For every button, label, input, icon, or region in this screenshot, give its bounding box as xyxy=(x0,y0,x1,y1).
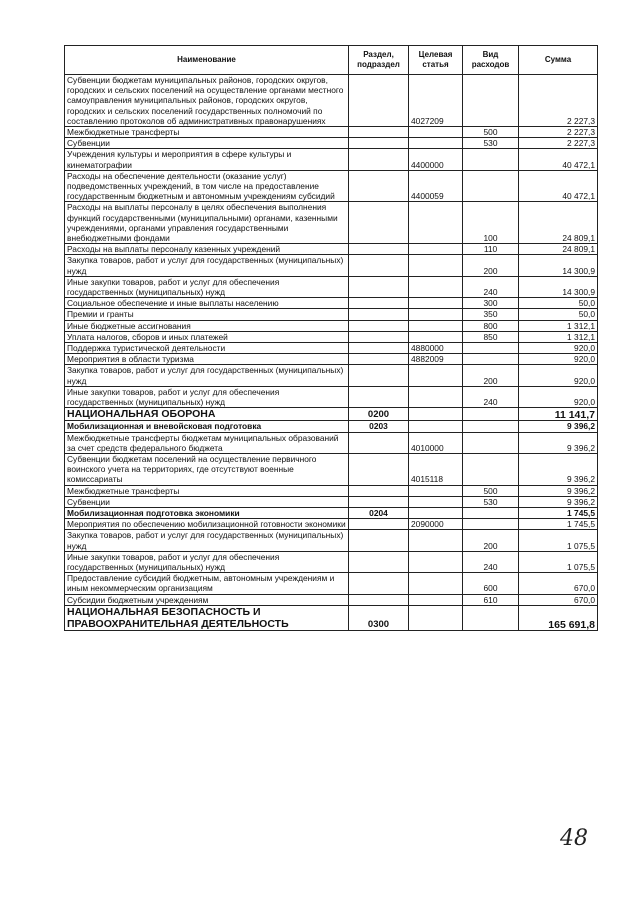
cell-kind: 240 xyxy=(463,276,519,297)
table-row xyxy=(65,343,598,354)
cell-target xyxy=(409,530,463,551)
table-row xyxy=(65,507,598,518)
table-header-row xyxy=(65,46,598,75)
cell-name: НАЦИОНАЛЬНАЯ ОБОРОНА xyxy=(65,408,349,421)
cell-sum: 920,0 xyxy=(519,354,598,365)
table-body xyxy=(65,75,598,631)
header-target: Целевая статья xyxy=(409,46,463,75)
cell-name: Премии и гранты xyxy=(65,309,349,320)
table-row xyxy=(65,320,598,331)
cell-target xyxy=(409,507,463,518)
cell-kind xyxy=(463,149,519,170)
cell-sum: 50,0 xyxy=(519,298,598,309)
cell-name: Субвенции xyxy=(65,138,349,149)
header-section: Раздел, подраздел xyxy=(349,46,409,75)
cell-target xyxy=(409,320,463,331)
cell-kind: 500 xyxy=(463,485,519,496)
cell-kind xyxy=(463,519,519,530)
cell-name: Закупка товаров, работ и услуг для государственных (муниципальных) нужд xyxy=(65,255,349,276)
cell-sum: 24 809,1 xyxy=(519,202,598,244)
cell-section xyxy=(349,485,409,496)
cell-section xyxy=(349,343,409,354)
cell-kind xyxy=(463,421,519,432)
cell-sum: 165 691,8 xyxy=(519,605,598,630)
cell-section xyxy=(349,309,409,320)
cell-sum: 1 312,1 xyxy=(519,331,598,342)
cell-target xyxy=(409,331,463,342)
header-kind: Вид расходов xyxy=(463,46,519,75)
cell-section xyxy=(349,530,409,551)
cell-sum: 1 745,5 xyxy=(519,519,598,530)
cell-section xyxy=(349,138,409,149)
cell-name: Мобилизационная подготовка экономики xyxy=(65,507,349,518)
cell-sum: 1 075,5 xyxy=(519,551,598,572)
cell-sum: 40 472,1 xyxy=(519,149,598,170)
cell-name: Мероприятия по обеспечению мобилизационной готовности экономики xyxy=(65,519,349,530)
cell-sum: 9 396,2 xyxy=(519,432,598,453)
cell-section xyxy=(349,386,409,407)
table-row xyxy=(65,75,598,127)
cell-kind: 200 xyxy=(463,530,519,551)
cell-section xyxy=(349,551,409,572)
cell-section xyxy=(349,255,409,276)
table-row xyxy=(65,408,598,421)
cell-name: Расходы на обеспечение деятельности (оказание услуг) подведомственных учреждений, в том числе на предоставление государственным бюджетным и автономным учреждениям субсидий xyxy=(65,170,349,202)
table-row xyxy=(65,354,598,365)
cell-target xyxy=(409,496,463,507)
cell-kind xyxy=(463,432,519,453)
cell-sum: 50,0 xyxy=(519,309,598,320)
cell-sum: 40 472,1 xyxy=(519,170,598,202)
cell-name: Субвенции бюджетам поселений на осуществление первичного воинского учета на территориях, где отсутствуют военные комиссариаты xyxy=(65,453,349,485)
cell-name: Межбюджетные трансферты бюджетам муниципальных образований за счет средств федерального бюджета xyxy=(65,432,349,453)
cell-kind: 200 xyxy=(463,255,519,276)
cell-kind: 530 xyxy=(463,138,519,149)
cell-sum: 9 396,2 xyxy=(519,496,598,507)
cell-section xyxy=(349,202,409,244)
cell-sum: 9 396,2 xyxy=(519,485,598,496)
cell-target: 4027209 xyxy=(409,75,463,127)
cell-kind: 100 xyxy=(463,202,519,244)
cell-kind xyxy=(463,170,519,202)
cell-sum: 1 075,5 xyxy=(519,530,598,551)
cell-name: Межбюджетные трансферты xyxy=(65,485,349,496)
table-row xyxy=(65,432,598,453)
cell-section xyxy=(349,320,409,331)
cell-target: 4882009 xyxy=(409,354,463,365)
table-row xyxy=(65,594,598,605)
table-row xyxy=(65,276,598,297)
cell-sum: 920,0 xyxy=(519,386,598,407)
table-row xyxy=(65,331,598,342)
table-row xyxy=(65,573,598,594)
cell-sum: 2 227,3 xyxy=(519,75,598,127)
table-row xyxy=(65,386,598,407)
cell-name: Мобилизационная и вневойсковая подготовка xyxy=(65,421,349,432)
cell-name: Иные закупки товаров, работ и услуг для обеспечения государственных (муниципальных) нужд xyxy=(65,551,349,572)
cell-sum: 14 300,9 xyxy=(519,276,598,297)
cell-kind xyxy=(463,343,519,354)
cell-sum: 9 396,2 xyxy=(519,421,598,432)
cell-section xyxy=(349,127,409,138)
cell-kind: 850 xyxy=(463,331,519,342)
cell-name: Субсидии бюджетным учреждениям xyxy=(65,594,349,605)
cell-section xyxy=(349,354,409,365)
cell-target xyxy=(409,573,463,594)
cell-name: Расходы на выплаты персоналу казенных учреждений xyxy=(65,244,349,255)
cell-name: Субвенции бюджетам муниципальных районов, городских округов, городских и сельских поселений на осуществление органами местного самоуправления муниципальных районов, городских округов, городских и сельских поселений государственных полномочий по составлению протоколов об административных правонарушениях xyxy=(65,75,349,127)
budget-table xyxy=(64,45,598,631)
cell-name: Поддержка туристической деятельности xyxy=(65,343,349,354)
table-row xyxy=(65,202,598,244)
cell-section: 0204 xyxy=(349,507,409,518)
cell-section: 0200 xyxy=(349,408,409,421)
cell-kind: 800 xyxy=(463,320,519,331)
cell-section xyxy=(349,331,409,342)
table-row xyxy=(65,519,598,530)
table-row xyxy=(65,255,598,276)
cell-target: 4400059 xyxy=(409,170,463,202)
cell-kind: 240 xyxy=(463,551,519,572)
cell-sum: 920,0 xyxy=(519,343,598,354)
cell-section xyxy=(349,149,409,170)
cell-target xyxy=(409,365,463,386)
cell-kind: 200 xyxy=(463,365,519,386)
table-row xyxy=(65,127,598,138)
cell-kind xyxy=(463,507,519,518)
cell-target xyxy=(409,276,463,297)
cell-sum: 9 396,2 xyxy=(519,453,598,485)
cell-sum: 11 141,7 xyxy=(519,408,598,421)
cell-kind: 110 xyxy=(463,244,519,255)
table-row xyxy=(65,170,598,202)
header-name: Наименование xyxy=(65,46,349,75)
cell-sum: 24 809,1 xyxy=(519,244,598,255)
cell-target xyxy=(409,255,463,276)
cell-section xyxy=(349,496,409,507)
cell-sum: 2 227,3 xyxy=(519,127,598,138)
cell-kind: 530 xyxy=(463,496,519,507)
cell-target xyxy=(409,202,463,244)
cell-target xyxy=(409,408,463,421)
cell-kind xyxy=(463,354,519,365)
cell-sum: 1 312,1 xyxy=(519,320,598,331)
cell-name: Иные закупки товаров, работ и услуг для обеспечения государственных (муниципальных) нужд xyxy=(65,276,349,297)
cell-name: Социальное обеспечение и иные выплаты населению xyxy=(65,298,349,309)
cell-target: 2090000 xyxy=(409,519,463,530)
cell-target xyxy=(409,309,463,320)
table-row xyxy=(65,485,598,496)
cell-target xyxy=(409,551,463,572)
cell-target xyxy=(409,594,463,605)
table-row xyxy=(65,530,598,551)
cell-target: 4400000 xyxy=(409,149,463,170)
cell-sum: 670,0 xyxy=(519,594,598,605)
cell-sum: 14 300,9 xyxy=(519,255,598,276)
cell-sum: 1 745,5 xyxy=(519,507,598,518)
cell-kind: 500 xyxy=(463,127,519,138)
cell-section xyxy=(349,244,409,255)
cell-target xyxy=(409,485,463,496)
cell-section xyxy=(349,276,409,297)
cell-sum: 670,0 xyxy=(519,573,598,594)
cell-section xyxy=(349,519,409,530)
cell-kind: 350 xyxy=(463,309,519,320)
cell-kind: 600 xyxy=(463,573,519,594)
cell-section xyxy=(349,453,409,485)
cell-name: НАЦИОНАЛЬНАЯ БЕЗОПАСНОСТЬ И ПРАВООХРАНИТЕЛЬНАЯ ДЕЯТЕЛЬНОСТЬ xyxy=(65,605,349,630)
cell-name: Субвенции xyxy=(65,496,349,507)
cell-target xyxy=(409,138,463,149)
cell-section xyxy=(349,432,409,453)
cell-target: 4880000 xyxy=(409,343,463,354)
cell-name: Закупка товаров, работ и услуг для государственных (муниципальных) нужд xyxy=(65,365,349,386)
table-row xyxy=(65,309,598,320)
table-row xyxy=(65,551,598,572)
cell-section xyxy=(349,365,409,386)
cell-kind: 610 xyxy=(463,594,519,605)
table-row xyxy=(65,453,598,485)
cell-name: Предоставление субсидий бюджетным, автономным учреждениям и иным некоммерческим организациям xyxy=(65,573,349,594)
table-row xyxy=(65,298,598,309)
cell-target xyxy=(409,605,463,630)
cell-kind xyxy=(463,75,519,127)
table-row xyxy=(65,421,598,432)
cell-name: Учреждения культуры и мероприятия в сфере культуры и кинематографии xyxy=(65,149,349,170)
cell-kind: 240 xyxy=(463,386,519,407)
table-row xyxy=(65,365,598,386)
cell-sum: 920,0 xyxy=(519,365,598,386)
cell-section xyxy=(349,75,409,127)
header-sum: Сумма xyxy=(519,46,598,75)
cell-target: 4010000 xyxy=(409,432,463,453)
cell-section xyxy=(349,573,409,594)
cell-target: 4015118 xyxy=(409,453,463,485)
cell-target xyxy=(409,386,463,407)
table-row xyxy=(65,605,598,630)
cell-section: 0203 xyxy=(349,421,409,432)
cell-target xyxy=(409,127,463,138)
cell-section xyxy=(349,170,409,202)
cell-target xyxy=(409,298,463,309)
table-row xyxy=(65,244,598,255)
cell-name: Межбюджетные трансферты xyxy=(65,127,349,138)
cell-section: 0300 xyxy=(349,605,409,630)
table-row xyxy=(65,138,598,149)
cell-name: Иные закупки товаров, работ и услуг для обеспечения государственных (муниципальных) нужд xyxy=(65,386,349,407)
table-row xyxy=(65,149,598,170)
cell-section xyxy=(349,298,409,309)
cell-section xyxy=(349,594,409,605)
cell-kind xyxy=(463,605,519,630)
cell-name: Расходы на выплаты персоналу в целях обеспечения выполнения функций государственными (муниципальными) органами, казенными учреждениями, органами управления государственными внебюджетными фондами xyxy=(65,202,349,244)
cell-name: Закупка товаров, работ и услуг для государственных (муниципальных) нужд xyxy=(65,530,349,551)
cell-target xyxy=(409,244,463,255)
cell-kind xyxy=(463,453,519,485)
cell-name: Уплата налогов, сборов и иных платежей xyxy=(65,331,349,342)
cell-target xyxy=(409,421,463,432)
table-row xyxy=(65,496,598,507)
cell-sum: 2 227,3 xyxy=(519,138,598,149)
cell-kind: 300 xyxy=(463,298,519,309)
cell-name: Иные бюджетные ассигнования xyxy=(65,320,349,331)
page-number: 48 xyxy=(560,826,588,851)
cell-name: Мероприятия в области туризма xyxy=(65,354,349,365)
cell-kind xyxy=(463,408,519,421)
